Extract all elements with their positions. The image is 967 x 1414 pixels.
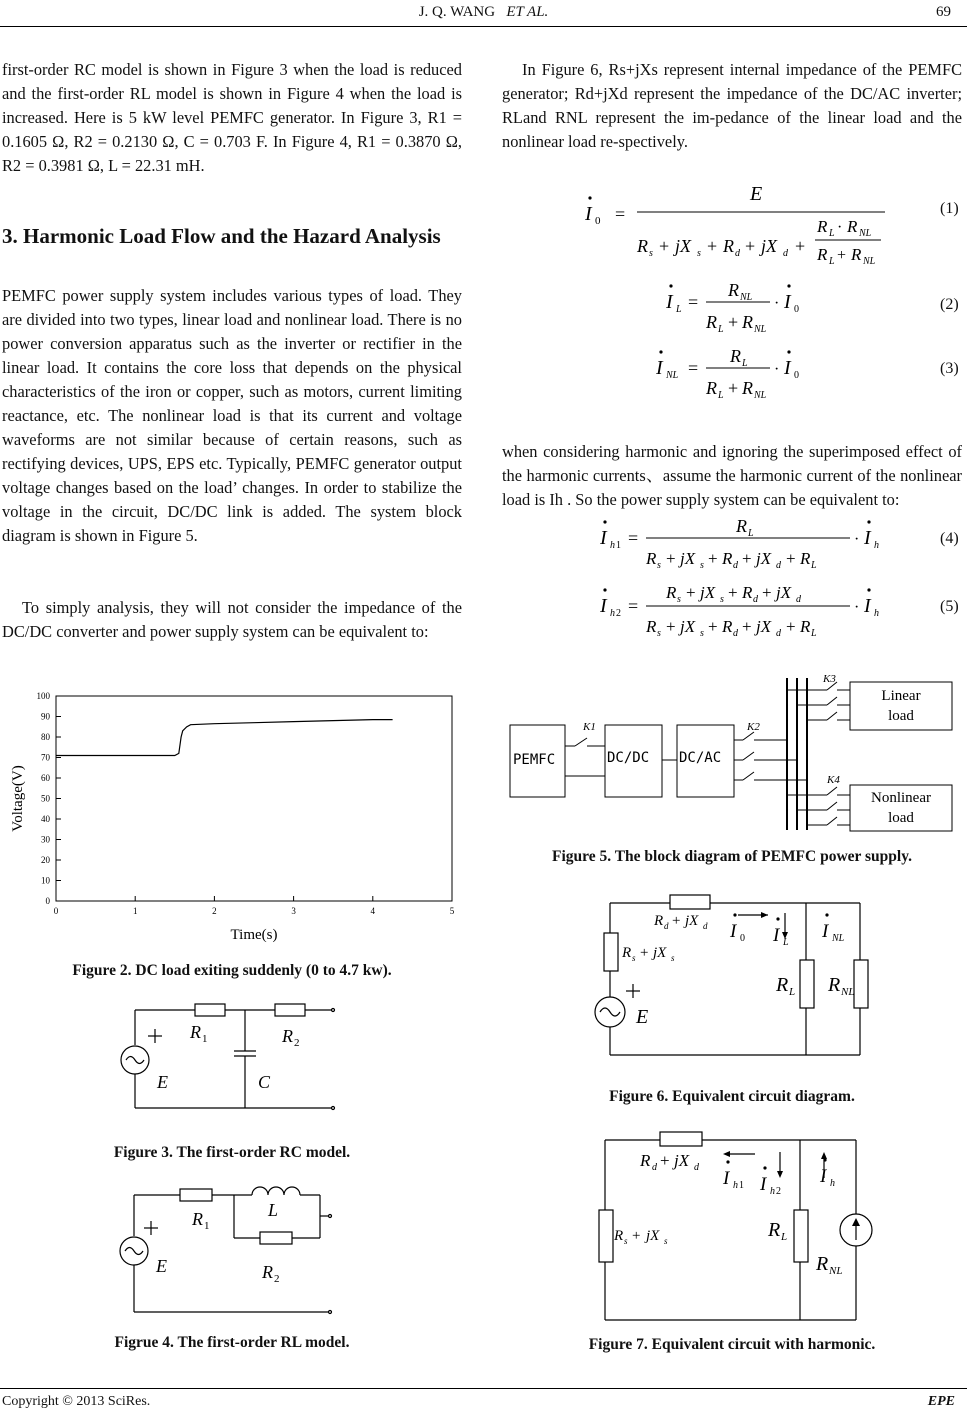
svg-text:L: L	[783, 937, 789, 948]
svg-text:d: d	[703, 921, 708, 931]
svg-text:s: s	[657, 560, 661, 571]
svg-text:R: R	[800, 617, 811, 636]
equation-5-number: (5)	[940, 598, 959, 615]
svg-text:=: =	[615, 204, 626, 224]
svg-text:s: s	[720, 594, 724, 605]
x-tick-label: 4	[370, 906, 376, 916]
svg-text:jX: jX	[756, 617, 772, 636]
svg-text:L: L	[742, 358, 748, 369]
svg-text:I: I	[723, 1168, 730, 1189]
svg-text:NL: NL	[754, 390, 767, 401]
svg-text:+: +	[786, 549, 796, 568]
svg-text:+: +	[708, 549, 718, 568]
svg-text:R: R	[817, 217, 828, 236]
svg-text:+: +	[795, 236, 806, 256]
svg-text:L: L	[829, 228, 835, 239]
svg-text:R: R	[646, 617, 657, 636]
left-paragraph-1: first-order RC model is shown in Figure 3 when the load is reduced and the first-order RL model is shown in Figure 4 when the load is increased. Here is 5 kW level PEMFC generator. In Figure 3, R1 = 0.1605 Ω, R2 = 0.2130 Ω, C = 0.703 F. In Figure 4, R1 = 0.3870 Ω, R2 = 0.3981 Ω, L = 22.31 mH.	[2, 60, 462, 175]
y-tick-label: 10	[41, 875, 50, 886]
svg-text:1: 1	[202, 1033, 208, 1045]
svg-text:I: I	[666, 291, 673, 313]
figure-6-caption: Figure 6. Equivalent circuit diagram.	[609, 1088, 855, 1105]
svg-text:1: 1	[739, 1180, 744, 1191]
y-tick-label: 0	[45, 896, 50, 906]
svg-text:R: R	[828, 974, 841, 996]
equation-4-number: (4)	[940, 530, 959, 547]
svg-text:+: +	[745, 236, 756, 256]
header-rule	[0, 26, 967, 27]
dcdc-label: DC/DC	[607, 750, 650, 766]
svg-text:R: R	[736, 516, 747, 536]
svg-text:jX: jX	[700, 583, 716, 602]
right-paragraph-2: when considering harmonic and ignoring the superimposed effect of the harmonic currents、assume the harmonic current of the nonlinear load is Ih . So the power supply system can be equivalent to:	[502, 442, 962, 509]
svg-text:·: ·	[854, 531, 860, 548]
svg-text:d: d	[733, 628, 738, 639]
svg-text:R: R	[640, 1151, 651, 1170]
svg-text:h: h	[874, 540, 879, 551]
svg-text:+: +	[659, 236, 670, 256]
svg-text:L: L	[676, 304, 682, 315]
svg-text:L: L	[781, 1231, 788, 1243]
y-tick-label: 70	[41, 752, 50, 763]
svg-text:L: L	[718, 390, 724, 401]
svg-text:·: ·	[774, 361, 780, 378]
svg-text:R: R	[847, 217, 858, 236]
left-paragraph-2: PEMFC power supply system includes various types of load. They are divided into two types, linear load and nonlinear load. There is no power conversion apparatus such as the inverter or rectifier in the linear load. It contains the core loss that depends on the physical characteristics of the iron or copper, such as motors, current limiting reactance, etc. The nonlinear load is that its current and voltage waveforms are not similar because of certain reasons, such as rectifying devices, UPS, EPS etc. Typically, PEMFC generator output voltage changes based on the load’ changes. In order to stabilize the voltage in the circuit, DC/DC link is added. The system block diagram is shown in Figure 5.	[2, 286, 462, 545]
svg-text:d: d	[652, 1162, 657, 1173]
svg-text:s: s	[657, 628, 661, 639]
svg-text:0: 0	[595, 215, 601, 227]
linear-load-label-1: Linear	[881, 688, 921, 704]
svg-text:jX: jX	[680, 549, 696, 568]
svg-text:jX: jX	[680, 617, 696, 636]
svg-text:+: +	[666, 549, 676, 568]
left-paragraph-3: To simply analysis, they will not consider the impedance of the DC/DC converter and power supply system can be equivalent to:	[2, 598, 462, 641]
svg-text:NL: NL	[754, 324, 767, 335]
svg-text:+: +	[728, 378, 739, 398]
svg-text:R: R	[637, 236, 648, 256]
svg-text:+: +	[786, 617, 796, 636]
svg-text:1: 1	[204, 1220, 210, 1232]
svg-text:R: R	[722, 617, 733, 636]
svg-text:+: +	[672, 913, 681, 929]
equivalent-circuit-diagram	[590, 885, 880, 1075]
harmonic-circuit-diagram	[590, 1122, 880, 1326]
svg-text:d: d	[664, 921, 669, 931]
svg-text:+: +	[640, 945, 649, 961]
svg-text:d: d	[735, 248, 740, 259]
svg-text:E: E	[157, 1072, 168, 1092]
equation-2	[666, 278, 826, 338]
svg-text:R: R	[800, 549, 811, 568]
svg-text:I: I	[820, 1166, 827, 1187]
svg-text:I: I	[585, 203, 592, 225]
svg-text:R: R	[722, 549, 733, 568]
svg-text:s: s	[649, 248, 653, 259]
svg-text:NL: NL	[666, 370, 679, 381]
svg-text:0: 0	[740, 933, 745, 944]
svg-text:NL: NL	[841, 986, 855, 998]
svg-text:R: R	[262, 1262, 273, 1282]
svg-text:R: R	[742, 583, 753, 602]
journal-name: EPE	[927, 1394, 955, 1409]
svg-text:I: I	[760, 1174, 767, 1195]
svg-text:R: R	[851, 245, 862, 264]
svg-text:L: L	[789, 986, 796, 998]
svg-text:s: s	[632, 953, 636, 963]
svg-text:R: R	[776, 974, 789, 996]
svg-text:+: +	[666, 617, 676, 636]
r1-resistor	[180, 1189, 212, 1201]
svg-text:R: R	[666, 583, 677, 602]
svg-text:+: +	[728, 583, 738, 602]
x-tick-label: 0	[53, 906, 59, 916]
svg-text:NL: NL	[740, 292, 753, 303]
running-title: J. Q. WANG	[418, 4, 496, 20]
rl-model-diagram	[112, 1180, 342, 1325]
equation-4	[600, 512, 890, 576]
svg-text:+: +	[708, 617, 718, 636]
y-tick-label: 20	[41, 855, 50, 865]
svg-text:0: 0	[794, 304, 799, 315]
y-tick-label: 80	[41, 732, 50, 742]
y-tick-label: 90	[41, 711, 50, 722]
svg-text:NL: NL	[859, 228, 872, 239]
x-tick-label: 3	[291, 906, 296, 916]
svg-text:2: 2	[616, 608, 621, 619]
page-number: 69	[936, 4, 951, 20]
svg-text:I: I	[784, 357, 791, 379]
svg-text:s: s	[677, 594, 681, 605]
y-tick-label: 30	[41, 834, 50, 845]
svg-text:d: d	[733, 560, 738, 571]
svg-text:R: R	[742, 378, 753, 398]
running-etal: ET AL.	[506, 4, 549, 20]
svg-text:·: ·	[774, 295, 780, 312]
block-diagram	[505, 670, 960, 840]
svg-text:2: 2	[294, 1037, 300, 1049]
svg-text:R: R	[816, 1253, 829, 1275]
svg-text:I: I	[864, 595, 871, 617]
svg-text:h: h	[830, 1178, 835, 1189]
k2-label: K2	[747, 721, 760, 733]
k4-label: K4	[827, 774, 840, 786]
svg-text:d: d	[776, 628, 781, 639]
figure-2-caption: Figure 2. DC load exiting suddenly (0 to 4.7 kw).	[72, 962, 392, 979]
equation-1-number: (1)	[940, 200, 959, 217]
r2-resistor	[275, 1004, 305, 1016]
svg-text:h: h	[770, 1186, 775, 1197]
figure-4-caption: Figrue 4. The first-order RL model.	[114, 1334, 350, 1351]
svg-text:R: R	[192, 1209, 203, 1229]
r2-resistor	[260, 1232, 292, 1244]
nonlinear-load-label-2: load	[888, 810, 914, 826]
equation-3	[656, 344, 826, 404]
svg-text:d: d	[753, 594, 758, 605]
svg-text:1: 1	[616, 540, 621, 551]
svg-text:R: R	[706, 312, 717, 332]
x-tick-label: 1	[132, 906, 138, 916]
svg-text:d: d	[776, 560, 781, 571]
svg-text:I: I	[784, 291, 791, 313]
svg-text:jX: jX	[756, 549, 772, 568]
svg-text:+: +	[762, 583, 772, 602]
svg-text:=: =	[688, 358, 699, 378]
right-paragraph-1: In Figure 6, Rs+jXs represent internal impedance of the PEMFC generator; Rd+jXd represent the impedance of the DC/AC inverter; RLand RNL represent the im-pedance of the linear load and the nonlinear load re-spectively.	[502, 60, 962, 151]
svg-text:jX: jX	[653, 945, 667, 961]
svg-text:+: +	[728, 312, 739, 332]
voltage-chart	[8, 684, 463, 944]
svg-text:R: R	[817, 245, 828, 264]
svg-text:I: I	[773, 925, 780, 946]
x-axis-label: Time(s)	[230, 927, 278, 943]
dcac-label: DC/AC	[679, 750, 722, 766]
svg-text:0: 0	[794, 370, 799, 381]
y-tick-label: 50	[41, 793, 50, 804]
k3-label: K3	[823, 673, 836, 685]
svg-text:s: s	[697, 248, 701, 259]
svg-text:I: I	[656, 357, 663, 379]
svg-text:NL: NL	[863, 256, 876, 267]
k1-label: K1	[583, 721, 596, 733]
pemfc-label: PEMFC	[513, 752, 556, 768]
svg-text:E: E	[750, 183, 763, 205]
svg-text:+: +	[742, 549, 752, 568]
svg-text:s: s	[700, 560, 704, 571]
footer-rule	[0, 1388, 967, 1389]
svg-text:I: I	[600, 595, 607, 617]
equation-1	[585, 180, 905, 270]
svg-text:jX: jX	[685, 913, 699, 929]
svg-text:jX: jX	[776, 583, 792, 602]
svg-text:+: +	[707, 236, 718, 256]
svg-text:+: +	[686, 583, 696, 602]
svg-text:E: E	[156, 1256, 167, 1276]
svg-text:C: C	[258, 1072, 271, 1092]
svg-text:+: +	[632, 1228, 641, 1244]
svg-text:2: 2	[274, 1273, 280, 1285]
y-tick-label: 40	[41, 814, 50, 824]
x-tick-label: 5	[449, 906, 455, 916]
svg-text:L: L	[829, 256, 835, 267]
figure-5-caption: Figure 5. The block diagram of PEMFC power supply.	[552, 848, 912, 865]
svg-text:R: R	[742, 312, 753, 332]
voltage-series-line	[56, 720, 393, 756]
figure-7-caption: Figure 7. Equivalent circuit with harmonic.	[588, 1336, 876, 1353]
svg-text:h: h	[610, 608, 615, 619]
y-tick-label: 60	[41, 773, 50, 783]
svg-text:L: L	[748, 528, 754, 539]
svg-text:I: I	[822, 921, 829, 942]
svg-text:·: ·	[854, 599, 860, 616]
svg-text:s: s	[700, 628, 704, 639]
x-tick-label: 2	[212, 906, 217, 916]
svg-text:=: =	[628, 528, 639, 548]
r1-resistor	[195, 1004, 225, 1016]
running-header	[0, 4, 967, 21]
svg-text:h: h	[733, 1180, 738, 1191]
svg-text:R: R	[654, 913, 664, 929]
svg-text:2: 2	[776, 1186, 781, 1197]
section-title: 3. Harmonic Load Flow and the Hazard Analysis	[2, 224, 441, 248]
equation-3-number: (3)	[940, 360, 959, 377]
svg-text:R: R	[622, 945, 632, 961]
svg-text:s: s	[671, 953, 675, 963]
svg-text:d: d	[796, 594, 801, 605]
svg-text:R: R	[646, 549, 657, 568]
equation-5	[600, 580, 890, 644]
svg-text:E: E	[636, 1006, 649, 1028]
svg-text:=: =	[628, 596, 639, 616]
copyright: Copyright © 2013 SciRes.	[2, 1394, 151, 1409]
svg-text:R: R	[768, 1219, 781, 1241]
svg-text:L: L	[718, 324, 724, 335]
nonlinear-load-label-1: Nonlinear	[871, 790, 931, 806]
svg-text:+: +	[742, 617, 752, 636]
svg-text:d: d	[783, 248, 788, 259]
svg-text:s: s	[664, 1236, 668, 1246]
svg-text:NL: NL	[832, 933, 845, 944]
svg-text:I: I	[730, 921, 737, 942]
svg-text:NL: NL	[829, 1265, 843, 1277]
svg-text:L: L	[811, 560, 817, 571]
svg-text:R: R	[728, 280, 739, 300]
svg-text:R: R	[282, 1026, 293, 1046]
y-axis-label: Voltage(V)	[10, 765, 26, 832]
svg-text:R: R	[614, 1228, 624, 1244]
svg-text:L: L	[811, 628, 817, 639]
svg-text:R: R	[706, 378, 717, 398]
svg-text:jX: jX	[646, 1228, 660, 1244]
svg-text:d: d	[694, 1162, 699, 1173]
svg-text:jX: jX	[675, 236, 691, 256]
svg-text:·: ·	[837, 219, 843, 236]
svg-text:h: h	[610, 540, 615, 551]
plot-frame	[56, 696, 452, 901]
svg-text:R: R	[730, 346, 741, 366]
svg-text:L: L	[268, 1200, 279, 1220]
svg-text:R: R	[723, 236, 734, 256]
svg-text:R: R	[190, 1022, 201, 1042]
svg-text:I: I	[864, 527, 871, 549]
inductor-coil	[252, 1187, 300, 1195]
svg-text:h: h	[874, 608, 879, 619]
svg-text:=: =	[688, 292, 699, 312]
rc-model-diagram	[110, 990, 350, 1130]
svg-text:I: I	[600, 527, 607, 549]
linear-load-label-2: load	[888, 708, 914, 724]
figure-3-caption: Figure 3. The first-order RC model.	[113, 1144, 351, 1161]
svg-text:jX: jX	[761, 236, 777, 256]
svg-text:+: +	[660, 1151, 670, 1170]
svg-text:s: s	[624, 1236, 628, 1246]
equation-2-number: (2)	[940, 296, 959, 313]
svg-text:+: +	[837, 247, 847, 264]
svg-text:jX: jX	[674, 1151, 690, 1170]
y-tick-label: 100	[36, 691, 50, 701]
